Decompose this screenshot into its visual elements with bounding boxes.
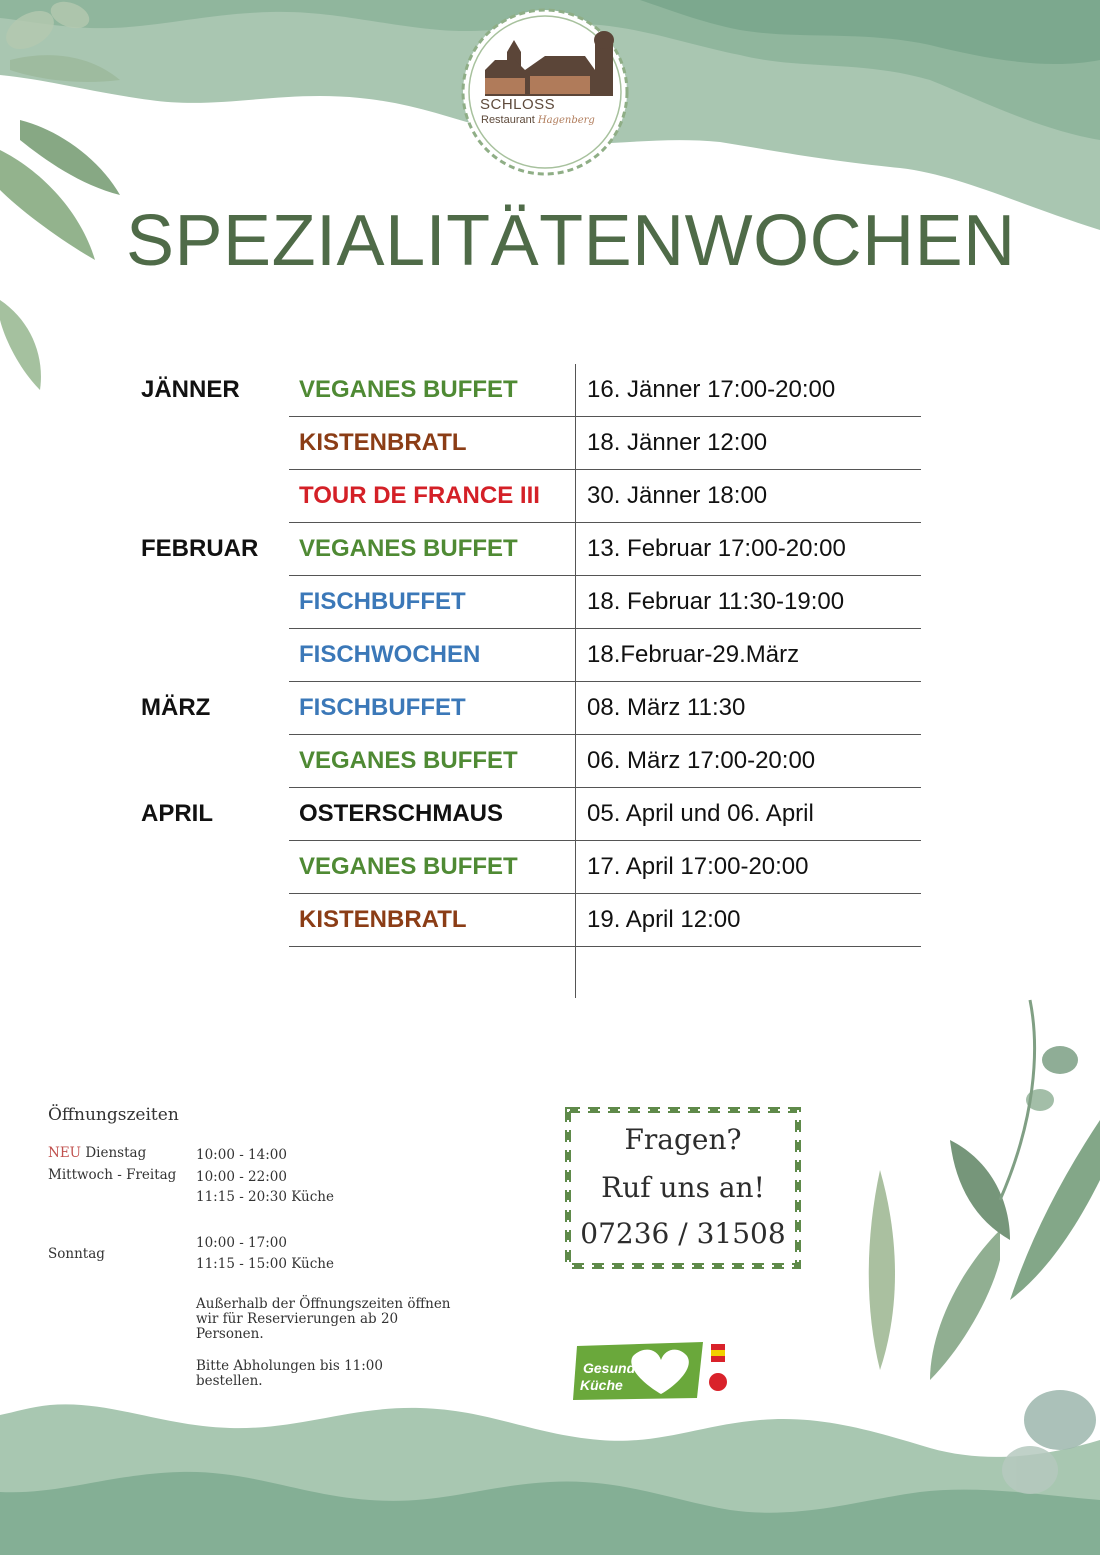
event-date: 19. April 12:00 — [587, 906, 741, 933]
row-divider — [289, 946, 921, 947]
hours-title: Öffnungszeiten — [48, 1105, 179, 1125]
event-date: 17. April 17:00-20:00 — [587, 853, 809, 880]
event-date: 08. März 11:30 — [587, 694, 746, 721]
event-name: OSTERSCHMAUS — [299, 800, 504, 827]
hours-dienstag-time: 10:00 - 14:00 — [196, 1147, 287, 1163]
hours-sonntag-label: Sonntag — [48, 1246, 105, 1262]
table-column-divider — [575, 364, 576, 998]
month-label: MÄRZ — [141, 694, 211, 721]
event-date: 18.Februar-29.März — [587, 641, 800, 668]
new-badge: NEU — [48, 1145, 82, 1161]
event-date: 05. April und 06. April — [587, 800, 814, 827]
hours-sonntag-kueche: 11:15 - 15:00 Küche — [196, 1256, 334, 1272]
event-date: 06. März 17:00-20:00 — [587, 747, 816, 774]
table-row — [0, 894, 1100, 947]
badge-line1: Gesunde — [583, 1360, 643, 1376]
event-name: FISCHBUFFET — [299, 588, 466, 615]
hours-mittwoch-kueche: 11:15 - 20:30 Küche — [196, 1189, 334, 1205]
event-name: TOUR DE FRANCE III — [299, 482, 540, 509]
contact-question: Fragen? — [624, 1123, 742, 1156]
restaurant-logo — [455, 0, 635, 190]
table-row — [0, 788, 1100, 841]
logo-restaurant-label: Restaurant — [481, 114, 535, 126]
event-name: VEGANES BUFFET — [299, 853, 518, 880]
logo-hagenberg-script: Hagenberg — [537, 115, 595, 126]
table-row — [0, 417, 1100, 470]
hours-dienstag-day: Dienstag — [85, 1145, 147, 1161]
event-name: VEGANES BUFFET — [299, 535, 518, 562]
event-name: VEGANES BUFFET — [299, 747, 518, 774]
event-name: FISCHWOCHEN — [299, 641, 481, 668]
hours-sonntag-time: 10:00 - 17:00 — [196, 1235, 287, 1251]
event-name: FISCHBUFFET — [299, 694, 466, 721]
month-label: APRIL — [141, 800, 213, 827]
month-label: FEBRUAR — [141, 535, 259, 562]
table-row — [0, 629, 1100, 682]
logo-restaurant-text — [481, 114, 621, 126]
hours-mittwoch-time: 10:00 - 22:00 — [196, 1169, 287, 1185]
contact-box — [565, 1107, 801, 1269]
table-row — [0, 682, 1100, 735]
contact-phone: 07236 / 31508 — [580, 1217, 786, 1250]
table-row — [0, 470, 1100, 523]
hours-dienstag-label — [48, 1145, 146, 1161]
event-name: KISTENBRATL — [299, 429, 467, 456]
table-row — [0, 364, 1100, 417]
table-row — [0, 735, 1100, 788]
table-row — [0, 841, 1100, 894]
event-date: 18. Jänner 12:00 — [587, 429, 768, 456]
table-row — [0, 523, 1100, 576]
badge-line2: Küche — [580, 1377, 623, 1393]
event-date: 30. Jänner 18:00 — [587, 482, 768, 509]
hours-mittwoch-label: Mittwoch - Freitag — [48, 1167, 177, 1183]
event-name: KISTENBRATL — [299, 906, 467, 933]
month-label: JÄNNER — [141, 376, 240, 403]
contact-call: Ruf uns an! — [601, 1171, 765, 1204]
event-name: VEGANES BUFFET — [299, 376, 518, 403]
event-date: 16. Jänner 17:00-20:00 — [587, 376, 836, 403]
pickup-note: Bitte Abholungen bis 11:00 bestellen. — [196, 1358, 383, 1389]
page-title: SPEZIALITÄTENWOCHEN — [126, 201, 1016, 281]
event-date: 13. Februar 17:00-20:00 — [587, 535, 846, 562]
reservation-note: Außerhalb der Öffnungszeiten öffnen wir für Reservierungen ab 20 Personen. — [196, 1296, 451, 1342]
table-row — [0, 576, 1100, 629]
event-date: 18. Februar 11:30-19:00 — [587, 588, 845, 615]
logo-schloss-text: SCHLOSS — [480, 96, 556, 113]
